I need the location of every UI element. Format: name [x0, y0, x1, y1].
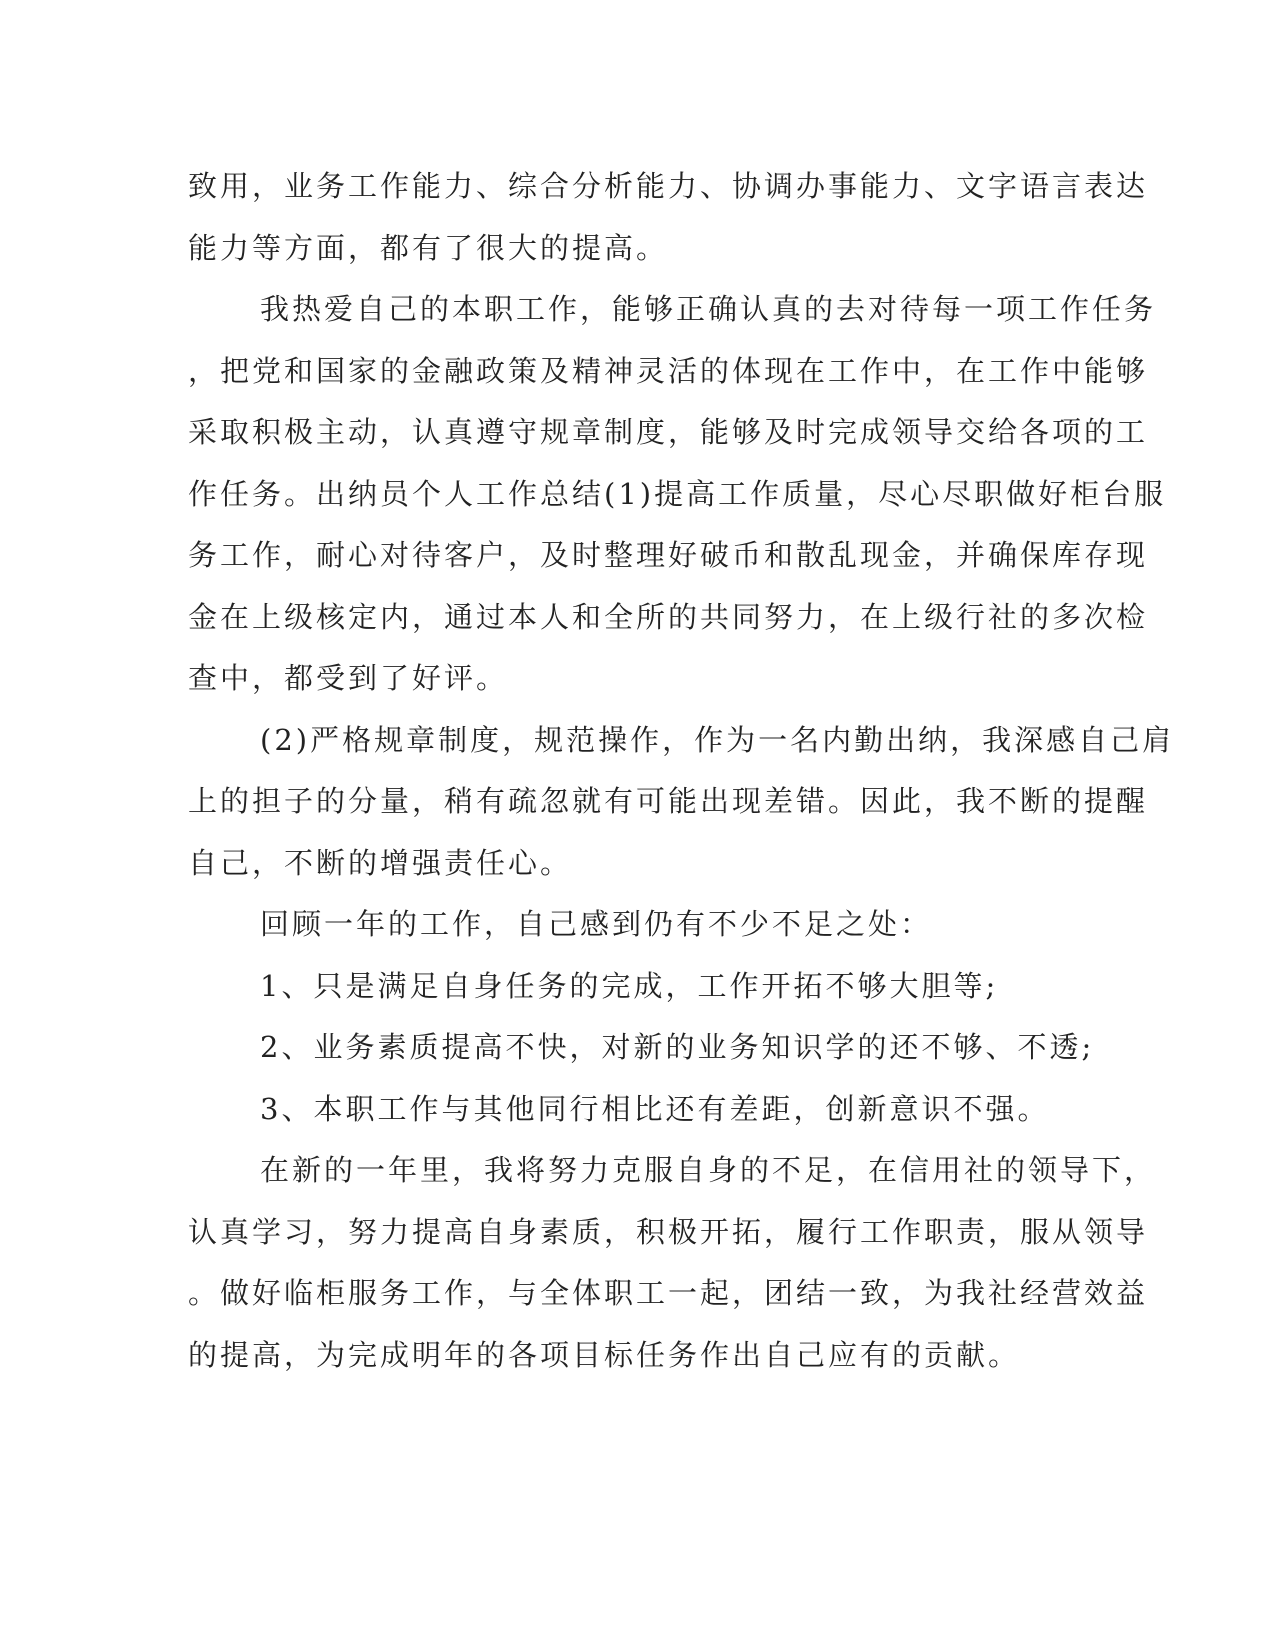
text-line: 务工作，耐心对待客户，及时整理好破币和散乱现金，并确保库存现: [188, 538, 1149, 572]
text-line: 采取积极主动，认真遵守规章制度，能够及时完成领导交给各项的工: [188, 415, 1149, 449]
text-line: 致用，业务工作能力、综合分析能力、协调办事能力、文字语言表达: [188, 169, 1149, 203]
paragraph-1: [188, 156, 1149, 279]
text-line: 的提高，为完成明年的各项目标任务作出自己应有的贡献。: [188, 1337, 1021, 1372]
text-line: 金在上级核定内，通过本人和全所的共同努力，在上级行社的多次检: [188, 599, 1149, 634]
text-line: 能力等方面，都有了很大的提高。: [188, 230, 669, 265]
text-line: 我热爱自己的本职工作，能够正确认真的去对待每一项工作任务: [260, 292, 1157, 326]
text-line: 认真学习，努力提高自身素质，积极开拓，履行工作职责，服从领导: [188, 1214, 1149, 1249]
text-line: 回顾一年的工作，自己感到仍有不少不足之处：: [260, 907, 933, 941]
list-item-1: [188, 956, 1078, 1018]
text-line: 3、本职工作与其他同行相比还有差距，创新意识不强。: [260, 1091, 1050, 1126]
text-line: 自己，不断的增强责任心。: [188, 845, 573, 880]
list-item-2: [188, 1017, 1095, 1079]
text-line: 2、业务素质提高不快，对新的业务知识学的还不够、不透;: [260, 1030, 1095, 1064]
text-line: 。做好临柜服务工作，与全体职工一起，团结一致，为我社经营效益: [188, 1276, 1149, 1310]
text-line: 上的担子的分量，稍有疏忽就有可能出现差错。因此，我不断的提醒: [188, 784, 1149, 818]
list-item-3: [188, 1079, 1078, 1141]
paragraph-5: [188, 1140, 1157, 1386]
text-line: (2)严格规章制度，规范操作，作为一名内勤出纳，我深感自己肩: [260, 722, 1175, 757]
text-line: ，把党和国家的金融政策及精神灵活的体现在工作中，在工作中能够: [188, 353, 1149, 388]
text-line: 在新的一年里，我将努力克服自身的不足，在信用社的领导下，: [260, 1153, 1157, 1187]
text-line: 作任务。出纳员个人工作总结(1)提高工作质量，尽心尽职做好柜台服: [188, 476, 1167, 511]
paragraph-4: [188, 894, 1078, 956]
paragraph-2: [188, 279, 1167, 710]
text-line: 查中，都受到了好评。: [188, 661, 509, 695]
paragraph-3: [188, 710, 1175, 895]
document-body: [188, 156, 1175, 1386]
text-line: 1、只是满足自身任务的完成，工作开拓不够大胆等;: [260, 968, 999, 1003]
